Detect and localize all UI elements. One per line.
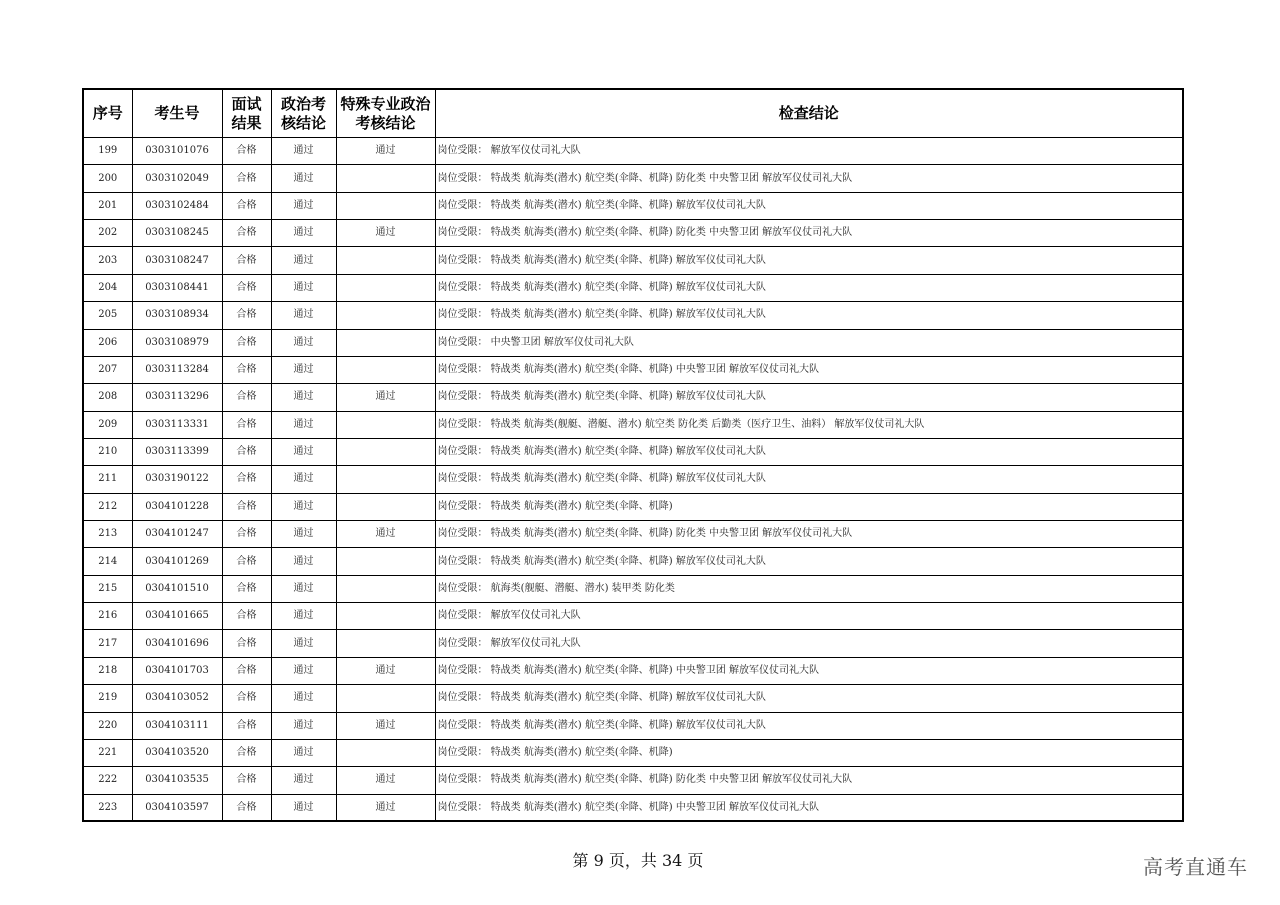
special-political-review-cell [336, 329, 435, 356]
check-conclusion-cell: 岗位受限： 特战类 航海类(潜水) 航空类(伞降、机降) 解放军仪仗司礼大队 [435, 438, 1183, 465]
special-political-review-cell [336, 356, 435, 383]
interview-result-cell: 合格 [222, 438, 271, 465]
table-row [83, 165, 1183, 192]
candidate-number-cell: 0304101665 [132, 603, 222, 630]
political-review-cell: 通过 [271, 165, 336, 192]
table-row [83, 329, 1183, 356]
special-political-review-cell [336, 630, 435, 657]
row-number-cell: 220 [83, 712, 132, 739]
check-conclusion-cell: 岗位受限： 特战类 航海类(潜水) 航空类(伞降、机降) 解放军仪仗司礼大队 [435, 302, 1183, 329]
special-political-review-cell [336, 493, 435, 520]
political-review-cell: 通过 [271, 685, 336, 712]
header-line: 序号 [92, 104, 123, 122]
candidate-number-cell: 0304101510 [132, 575, 222, 602]
candidate-number-cell: 0304103597 [132, 794, 222, 821]
table-row [83, 575, 1183, 602]
table-row [83, 302, 1183, 329]
table-row [83, 685, 1183, 712]
political-review-cell: 通过 [271, 575, 336, 602]
row-number-cell: 222 [83, 767, 132, 794]
row-number-cell: 200 [83, 165, 132, 192]
special-political-review-cell: 通过 [336, 767, 435, 794]
special-political-review-cell [336, 548, 435, 575]
table-header [83, 89, 1183, 138]
special-political-review-cell: 通过 [336, 138, 435, 165]
interview-result-cell: 合格 [222, 247, 271, 274]
candidate-number-cell: 0303113296 [132, 384, 222, 411]
check-conclusion-cell: 岗位受限： 特战类 航海类(潜水) 航空类(伞降、机降) 中央警卫团 解放军仪仗司礼大队 [435, 657, 1183, 684]
political-review-cell: 通过 [271, 138, 336, 165]
special-political-review-cell: 通过 [336, 794, 435, 821]
row-number-cell: 214 [83, 548, 132, 575]
special-political-review-cell [336, 302, 435, 329]
candidate-number-cell: 0304103111 [132, 712, 222, 739]
political-review-cell: 通过 [271, 548, 336, 575]
political-review-cell: 通过 [271, 712, 336, 739]
special-political-review-cell [336, 739, 435, 766]
table-row [83, 247, 1183, 274]
table-row [83, 493, 1183, 520]
interview-result-cell: 合格 [222, 165, 271, 192]
interview-result-cell: 合格 [222, 329, 271, 356]
special-political-review-cell [336, 685, 435, 712]
interview-result-cell: 合格 [222, 575, 271, 602]
interview-result-cell: 合格 [222, 384, 271, 411]
row-number-cell: 202 [83, 220, 132, 247]
political-review-cell: 通过 [271, 630, 336, 657]
candidate-number-cell: 0304101228 [132, 493, 222, 520]
check-conclusion-cell: 岗位受限： 解放军仪仗司礼大队 [435, 603, 1183, 630]
row-number-cell: 212 [83, 493, 132, 520]
header-line: 特殊专业政治 [340, 94, 431, 113]
row-number-cell: 208 [83, 384, 132, 411]
row-number-cell: 223 [83, 794, 132, 821]
row-number-cell: 204 [83, 274, 132, 301]
political-review-cell: 通过 [271, 657, 336, 684]
table-row [83, 356, 1183, 383]
row-number-cell: 211 [83, 466, 132, 493]
table-row [83, 712, 1183, 739]
table-row [83, 138, 1183, 165]
header-line: 核结论 [280, 113, 326, 132]
watermark: 高考直通车 [1143, 855, 1248, 879]
candidate-number-cell: 0304101703 [132, 657, 222, 684]
political-review-cell: 通过 [271, 329, 336, 356]
interview-result-cell: 合格 [222, 739, 271, 766]
header-row-number [83, 89, 132, 138]
interview-result-cell: 合格 [222, 302, 271, 329]
check-conclusion-cell: 岗位受限： 特战类 航海类(潜水) 航空类(伞降、机降) 解放军仪仗司礼大队 [435, 712, 1183, 739]
check-conclusion-cell: 岗位受限： 特战类 航海类(潜水) 航空类(伞降、机降) 防化类 中央警卫团 解放军仪仗司礼大队 [435, 165, 1183, 192]
row-number-cell: 210 [83, 438, 132, 465]
check-conclusion-cell: 岗位受限： 特战类 航海类(潜水) 航空类(伞降、机降) 中央警卫团 解放军仪仗司礼大队 [435, 356, 1183, 383]
candidate-number-cell: 0304103052 [132, 685, 222, 712]
special-political-review-cell [336, 411, 435, 438]
special-political-review-cell [336, 603, 435, 630]
check-conclusion-cell: 岗位受限： 特战类 航海类(潜水) 航空类(伞降、机降) 防化类 中央警卫团 解放军仪仗司礼大队 [435, 220, 1183, 247]
interview-result-cell: 合格 [222, 685, 271, 712]
special-political-review-cell [336, 466, 435, 493]
interview-result-cell: 合格 [222, 712, 271, 739]
interview-result-cell: 合格 [222, 521, 271, 548]
header-line: 结果 [231, 113, 262, 132]
check-conclusion-cell: 岗位受限： 特战类 航海类(潜水) 航空类(伞降、机降) 解放军仪仗司礼大队 [435, 247, 1183, 274]
check-conclusion-cell: 岗位受限： 特战类 航海类(潜水) 航空类(伞降、机降) 解放军仪仗司礼大队 [435, 685, 1183, 712]
interview-result-cell: 合格 [222, 630, 271, 657]
candidate-number-cell: 0303108247 [132, 247, 222, 274]
page-number: 第 9 页，共 34 页 [572, 851, 704, 870]
check-conclusion-cell: 岗位受限： 特战类 航海类(潜水) 航空类(伞降、机降) 中央警卫团 解放军仪仗司礼大队 [435, 794, 1183, 821]
special-political-review-cell: 通过 [336, 657, 435, 684]
header-special-political-review [336, 89, 435, 138]
political-review-cell: 通过 [271, 493, 336, 520]
political-review-cell: 通过 [271, 302, 336, 329]
header-row [83, 89, 1183, 138]
check-conclusion-cell: 岗位受限： 中央警卫团 解放军仪仗司礼大队 [435, 329, 1183, 356]
check-conclusion-cell: 岗位受限： 特战类 航海类(潜水) 航空类(伞降、机降) 解放军仪仗司礼大队 [435, 192, 1183, 219]
table-row [83, 794, 1183, 821]
table-row [83, 739, 1183, 766]
interview-result-cell: 合格 [222, 411, 271, 438]
table-row [83, 630, 1183, 657]
header-line: 政治考 [280, 94, 326, 113]
candidate-number-cell: 0304103535 [132, 767, 222, 794]
candidate-number-cell: 0303113399 [132, 438, 222, 465]
candidate-number-cell: 0303113331 [132, 411, 222, 438]
special-political-review-cell: 通过 [336, 220, 435, 247]
candidate-number-cell: 0303108934 [132, 302, 222, 329]
table-row [83, 220, 1183, 247]
political-review-cell: 通过 [271, 438, 336, 465]
row-number-cell: 216 [83, 603, 132, 630]
row-number-cell: 205 [83, 302, 132, 329]
candidate-number-cell: 0303108441 [132, 274, 222, 301]
header-line: 检查结论 [778, 104, 839, 122]
candidate-number-cell: 0303108979 [132, 329, 222, 356]
interview-result-cell: 合格 [222, 657, 271, 684]
candidate-number-cell: 0303102484 [132, 192, 222, 219]
check-conclusion-cell: 岗位受限： 特战类 航海类(潜水) 航空类(伞降、机降) 防化类 中央警卫团 解放军仪仗司礼大队 [435, 767, 1183, 794]
check-conclusion-cell: 岗位受限： 特战类 航海类(潜水) 航空类(伞降、机降) [435, 493, 1183, 520]
political-review-cell: 通过 [271, 192, 336, 219]
special-political-review-cell: 通过 [336, 384, 435, 411]
table-row [83, 767, 1183, 794]
check-conclusion-cell: 岗位受限： 特战类 航海类(潜水) 航空类(伞降、机降) 解放军仪仗司礼大队 [435, 466, 1183, 493]
interview-result-cell: 合格 [222, 466, 271, 493]
special-political-review-cell [336, 247, 435, 274]
check-conclusion-cell: 岗位受限： 航海类(舰艇、潜艇、潜水) 装甲类 防化类 [435, 575, 1183, 602]
row-number-cell: 201 [83, 192, 132, 219]
political-review-cell: 通过 [271, 356, 336, 383]
special-political-review-cell [336, 165, 435, 192]
political-review-cell: 通过 [271, 274, 336, 301]
check-conclusion-cell: 岗位受限： 解放军仪仗司礼大队 [435, 630, 1183, 657]
interview-result-cell: 合格 [222, 356, 271, 383]
political-review-cell: 通过 [271, 603, 336, 630]
special-political-review-cell [336, 192, 435, 219]
row-number-cell: 218 [83, 657, 132, 684]
header-interview-result [222, 89, 271, 138]
row-number-cell: 199 [83, 138, 132, 165]
row-number-cell: 206 [83, 329, 132, 356]
candidate-number-cell: 0303102049 [132, 165, 222, 192]
table-body [83, 138, 1183, 822]
table-row [83, 466, 1183, 493]
header-candidate-number [132, 89, 222, 138]
header-line: 考生号 [154, 104, 200, 122]
table-row [83, 521, 1183, 548]
row-number-cell: 217 [83, 630, 132, 657]
interview-result-cell: 合格 [222, 274, 271, 301]
special-political-review-cell [336, 274, 435, 301]
political-review-cell: 通过 [271, 794, 336, 821]
table-row [83, 411, 1183, 438]
check-conclusion-cell: 岗位受限： 特战类 航海类(舰艇、潜艇、潜水) 航空类 防化类 后勤类（医疗卫生、油料） 解放军仪仗司礼大队 [435, 411, 1183, 438]
table-row [83, 192, 1183, 219]
check-conclusion-cell: 岗位受限： 特战类 航海类(潜水) 航空类(伞降、机降) 解放军仪仗司礼大队 [435, 384, 1183, 411]
header-check-conclusion [435, 89, 1183, 138]
interview-result-cell: 合格 [222, 603, 271, 630]
candidate-number-cell: 0303108245 [132, 220, 222, 247]
check-conclusion-cell: 岗位受限： 特战类 航海类(潜水) 航空类(伞降、机降) [435, 739, 1183, 766]
political-review-cell: 通过 [271, 521, 336, 548]
check-conclusion-cell: 岗位受限： 特战类 航海类(潜水) 航空类(伞降、机降) 解放军仪仗司礼大队 [435, 274, 1183, 301]
candidate-number-cell: 0303101076 [132, 138, 222, 165]
political-review-cell: 通过 [271, 739, 336, 766]
political-review-cell: 通过 [271, 384, 336, 411]
candidate-number-cell: 0304101247 [132, 521, 222, 548]
interview-result-cell: 合格 [222, 493, 271, 520]
results-table [82, 88, 1184, 822]
candidate-number-cell: 0304103520 [132, 739, 222, 766]
political-review-cell: 通过 [271, 411, 336, 438]
interview-result-cell: 合格 [222, 220, 271, 247]
political-review-cell: 通过 [271, 466, 336, 493]
interview-result-cell: 合格 [222, 548, 271, 575]
interview-result-cell: 合格 [222, 767, 271, 794]
political-review-cell: 通过 [271, 247, 336, 274]
interview-result-cell: 合格 [222, 192, 271, 219]
special-political-review-cell: 通过 [336, 521, 435, 548]
table-row [83, 384, 1183, 411]
political-review-cell: 通过 [271, 220, 336, 247]
interview-result-cell: 合格 [222, 138, 271, 165]
special-political-review-cell [336, 575, 435, 602]
header-line: 考核结论 [355, 113, 416, 132]
header-political-review [271, 89, 336, 138]
row-number-cell: 215 [83, 575, 132, 602]
political-review-cell: 通过 [271, 767, 336, 794]
candidate-number-cell: 0303190122 [132, 466, 222, 493]
special-political-review-cell [336, 438, 435, 465]
candidate-number-cell: 0304101696 [132, 630, 222, 657]
check-conclusion-cell: 岗位受限： 解放军仪仗司礼大队 [435, 138, 1183, 165]
row-number-cell: 213 [83, 521, 132, 548]
row-number-cell: 203 [83, 247, 132, 274]
interview-result-cell: 合格 [222, 794, 271, 821]
row-number-cell: 221 [83, 739, 132, 766]
row-number-cell: 209 [83, 411, 132, 438]
row-number-cell: 219 [83, 685, 132, 712]
table-row [83, 274, 1183, 301]
table-row [83, 438, 1183, 465]
table-row [83, 603, 1183, 630]
check-conclusion-cell: 岗位受限： 特战类 航海类(潜水) 航空类(伞降、机降) 防化类 中央警卫团 解放军仪仗司礼大队 [435, 521, 1183, 548]
header-line: 面试 [231, 94, 262, 113]
check-conclusion-cell: 岗位受限： 特战类 航海类(潜水) 航空类(伞降、机降) 解放军仪仗司礼大队 [435, 548, 1183, 575]
special-political-review-cell: 通过 [336, 712, 435, 739]
candidate-number-cell: 0303113284 [132, 356, 222, 383]
table-row [83, 548, 1183, 575]
table-row [83, 657, 1183, 684]
candidate-number-cell: 0304101269 [132, 548, 222, 575]
row-number-cell: 207 [83, 356, 132, 383]
